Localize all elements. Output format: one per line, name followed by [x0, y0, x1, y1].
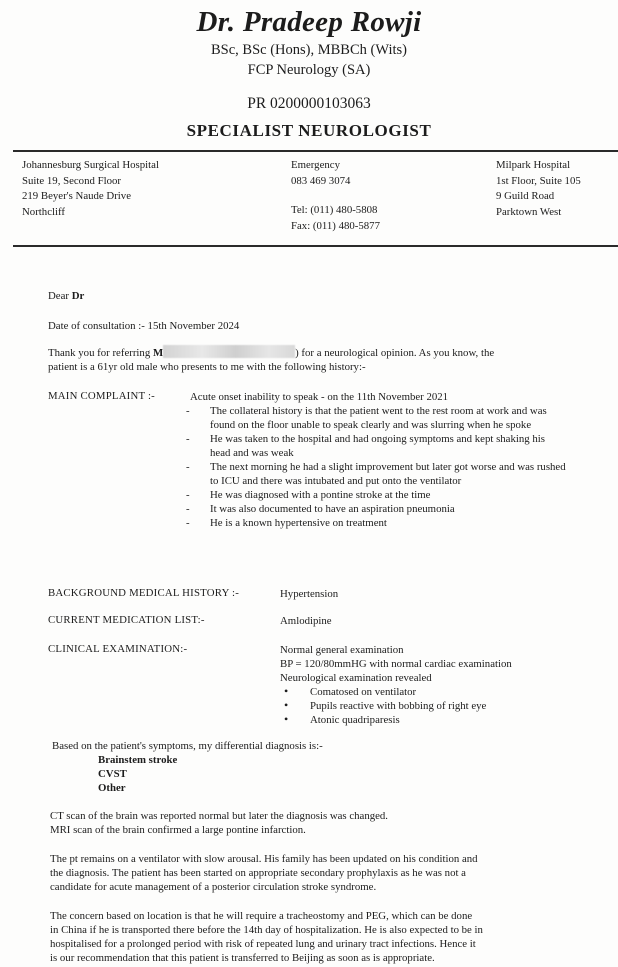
intro-text: Thank you for referring	[48, 347, 151, 359]
list-item: - He is a known hypertensive on treatment	[186, 517, 387, 529]
address-left	[22, 158, 159, 220]
clinical-exam-label: CLINICAL EXAMINATION:-	[48, 643, 188, 655]
paragraph-line: candidate for acute management of a posterior circulation stroke syndrome.	[50, 881, 377, 893]
header-divider-top	[13, 150, 618, 152]
paragraph-line: The pt remains on a ventilator with slow arousal. His family has been updated on his condition and	[50, 853, 478, 865]
medication-list-value: Amlodipine	[280, 615, 332, 627]
imaging-line: MRI scan of the brain confirmed a large pontine infarction.	[50, 824, 306, 836]
main-complaint-text: Acute onset inability to speak - on the 11th November 2021	[190, 391, 449, 403]
paragraph-line: hospitalised for a prolonged period with risk of repeated lung and urinary tract infections. Hence it	[50, 938, 476, 950]
fax-number: Fax: (011) 480-5877	[291, 219, 380, 232]
address-line: Milpark Hospital	[496, 159, 571, 171]
background-history-label: BACKGROUND MEDICAL HISTORY :-	[48, 587, 240, 599]
address-line: Johannesburg Surgical Hospital	[22, 159, 159, 171]
exam-line: BP = 120/80mmHG with normal cardiac examination	[280, 658, 512, 670]
salutation-prefix: Dear	[48, 290, 69, 302]
background-history-value: Hypertension	[280, 588, 339, 600]
emergency-contact	[291, 158, 350, 189]
list-item: - He was diagnosed with a pontine stroke at the time	[186, 489, 431, 501]
address-line: Parktown West	[496, 205, 562, 218]
list-item: - It was also documented to have an aspiration pneumonia	[186, 503, 455, 515]
address-line: Suite 19, Second Floor	[22, 174, 121, 187]
list-item: • Atonic quadriparesis	[284, 712, 400, 726]
list-item: - The collateral history is that the patient went to the rest room at work and was found on the floor unable to speak clearly and was slurring when he spoke	[186, 405, 547, 431]
redacted-patient-name	[163, 345, 295, 358]
exam-line: Normal general examination	[280, 644, 404, 656]
practice-number: PR 0200000103063	[247, 95, 371, 112]
clinical-exam-lines	[280, 643, 512, 685]
tel-number: Tel: (011) 480-5808	[291, 204, 378, 216]
differential-item: Brainstem stroke	[98, 754, 178, 766]
paragraph-line: in China if he is transported there before the 14th day of hospitalization. He is also expected to be in	[50, 924, 483, 936]
differential-list	[98, 753, 177, 795]
list-item: • Comatosed on ventilator	[284, 684, 417, 698]
imaging-line: CT scan of the brain was reported normal but later the diagnosis was changed.	[50, 810, 389, 822]
address-line: 1st Floor, Suite 105	[496, 174, 581, 187]
intro-line-1	[48, 345, 568, 360]
list-item: - He was taken to the hospital and had ongoing symptoms and kept shaking his head and was weak	[186, 433, 545, 459]
differential-item: Other	[98, 782, 126, 794]
header-divider-bottom	[13, 245, 618, 247]
consultation-date: Date of consultation :- 15th November 2024	[48, 320, 240, 332]
concern-paragraph	[50, 909, 610, 965]
intro-text-continued: ) for a neurological opinion. As you know, the	[295, 347, 495, 359]
list-item: - The next morning he had a slight improvement but later got worse and was rushed to ICU and there was intubated and put onto the ventilator	[186, 461, 566, 487]
address-line: 219 Beyer's Naude Drive	[22, 190, 131, 202]
emergency-number: 083 469 3074	[291, 174, 351, 187]
exam-line: Neurological examination revealed	[280, 672, 432, 684]
tel-fax	[291, 203, 380, 234]
exam-bullet-list	[282, 685, 582, 727]
complaint-bullet-list	[186, 404, 566, 530]
qualifications-line-1: BSc, BSc (Hons), MBBCh (Wits)	[211, 42, 407, 58]
patient-name-visible: M	[152, 347, 164, 359]
list-item: • Pupils reactive with bobbing of right eye	[284, 698, 487, 712]
address-line: Northcliff	[22, 205, 65, 218]
address-right	[496, 158, 581, 220]
qualifications-line-2: FCP Neurology (SA)	[247, 62, 371, 78]
medication-list-label: CURRENT MEDICATION LIST:-	[48, 614, 205, 626]
main-complaint-label: MAIN COMPLAINT :-	[48, 390, 155, 402]
doctor-name: Dr. Pradeep Rowji	[196, 6, 422, 38]
specialty-title: SPECIALIST NEUROLOGIST	[186, 121, 432, 140]
differential-intro: Based on the patient's symptoms, my differential diagnosis is:-	[52, 740, 323, 752]
ventilator-paragraph	[50, 852, 610, 894]
imaging-paragraph	[50, 809, 388, 837]
paragraph-line: The concern based on location is that he will require a tracheostomy and PEG, which can be done	[50, 910, 473, 922]
salutation-name: Dr	[71, 290, 85, 302]
emergency-label: Emergency	[291, 159, 340, 171]
intro-line-2: patient is a 61yr old male who presents to me with the following history:-	[48, 361, 366, 373]
differential-item: CVST	[98, 768, 127, 780]
paragraph-line: is our recommendation that this patient is transferred to Beijing as soon as is appropriate.	[50, 952, 435, 964]
salutation	[48, 289, 84, 303]
paragraph-line: the diagnosis. The patient has been started on appropriate secondary prophylaxis as he was not a	[50, 867, 466, 879]
address-line: 9 Guild Road	[496, 190, 555, 202]
intro-paragraph	[48, 345, 568, 374]
